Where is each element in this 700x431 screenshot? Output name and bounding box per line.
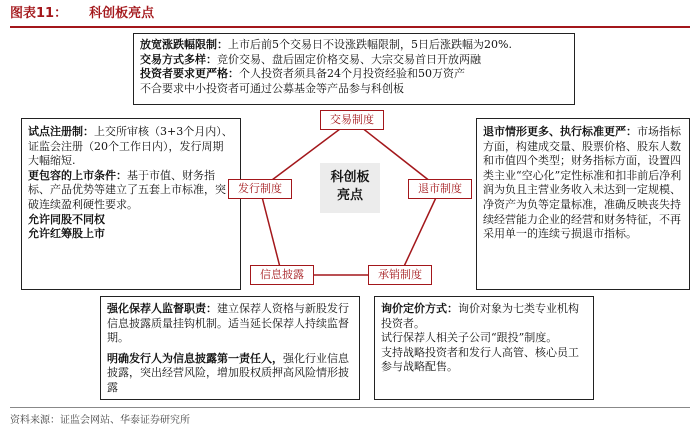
- center-label: [320, 163, 380, 213]
- box-line: 试行保荐人相关子公司“跟投”制度。: [381, 331, 558, 345]
- box-line: 允许同股不同权: [28, 212, 105, 226]
- box-line: 允许红筹股上市: [28, 227, 105, 241]
- box-line: 退市情形更多、执行标准更严：市场指标方面，构建成交量、股票价格、股东人数和市值四个类型；财务指标方面，设置四类主业“空心化”定性标准和扣非前后净利润为负且主营业务收入未达到一定规模、净资产为负等定量标准，准确反映丧失持续经营能力企业的经营和财务特征，不再采用单一的连续亏损退市指标。: [483, 125, 682, 241]
- box-line: 交易方式多样：竞价交易、盘后固定价格交易、大宗交易首日开放两融: [140, 52, 481, 66]
- box-line: 放宽涨跌幅限制：上市后前5个交易日不设涨跌幅限制，5日后涨跌幅为20%.: [140, 38, 512, 51]
- box-line: 不合要求中小投资者可通过公募基金等产品参与科创板: [140, 81, 404, 95]
- center-line-2: 亮点: [336, 188, 363, 203]
- box-line: 试点注册制：上交所审核（3+3个月内）、证监会注册（20个工作日内），发行周期大幅缩短.: [28, 125, 233, 168]
- node-issuance-system: 发行制度: [228, 179, 292, 199]
- box-line: 询价定价方式：询价对象为七类专业机构投资者。: [381, 302, 579, 330]
- node-trading-system: 交易制度: [320, 110, 384, 130]
- node-disclosure: 信息披露: [250, 265, 314, 285]
- center-line-1: 科创板: [330, 170, 370, 185]
- connector-line: [400, 189, 440, 275]
- connector-line: [260, 189, 282, 275]
- figure-title-text: 科创板亮点: [89, 6, 155, 21]
- source-note: 资料来源：证监会网站、华泰证券研究所: [10, 415, 190, 426]
- figure-number: 图表11：: [10, 6, 68, 21]
- box-line: 支持战略投资者和发行人高管、核心员工参与战略配售。: [381, 345, 579, 374]
- box-line: 更包容的上市条件：基于市值、财务指标、产品优势等建立了五套上市标准，突破连续盈利硬性要求。: [28, 168, 226, 211]
- box-line: 明确发行人为信息披露第一责任人，强化行业信息披露，突出经营风险，增加股权质押高风险情形披露: [107, 351, 349, 394]
- box-line: 投资者要求更严格：个人投资者须具备24个月投资经验和50万资产: [140, 67, 465, 81]
- node-underwriting-system: 承销制度: [368, 265, 432, 285]
- footer-divider: [10, 407, 690, 408]
- box-line: 强化保荐人监督职责：建立保荐人资格与新股发行信息披露质量挂钩机制。适当延长保荐人持续监督期。: [107, 302, 349, 345]
- node-delisting-system: 退市制度: [408, 179, 472, 199]
